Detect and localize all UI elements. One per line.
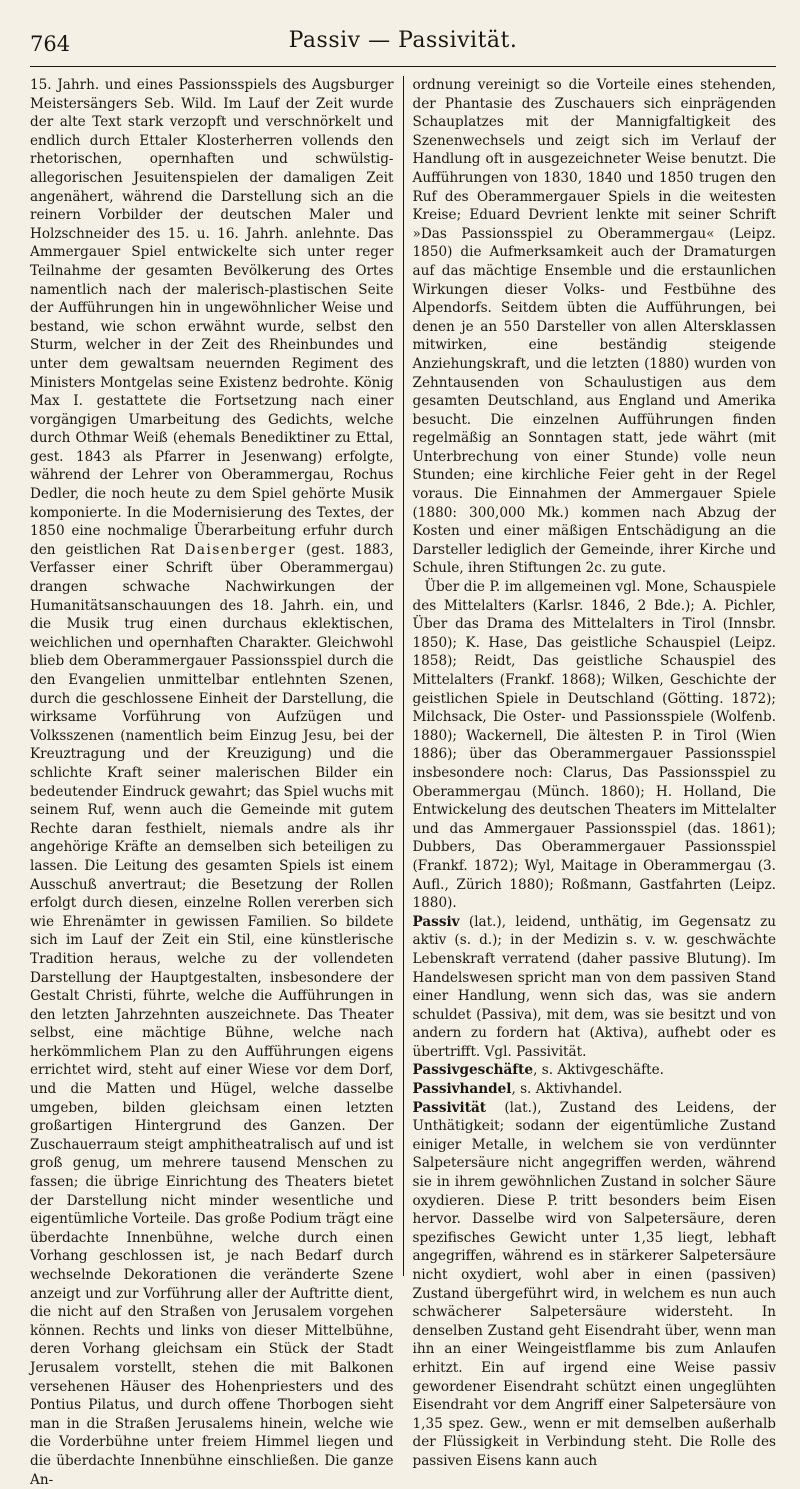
paragraph-text: (gest. 1883, Verfasser einer Schrift über Oberammergau) drangen schwache Nachwirkungen der Humanitätsanschauungen des 18. Jahrh. ein, und die Musik trug einen durchaus eklektischen, weichlichen und opernhaften Charakter. Gleichwohl blieb dem Oberammergauer Passionsspiel durch die den Evangelien unmittelbar entlehnten Szenen, durch die geschlossene Einheit der Darstellung, die wirksame Vorführung von Aufzügen und Volksszenen (namentlich beim Einzug Jesu, bei der Kreuztragung und der Kreuzigung) und die schlichte Kraft seiner malerischen Bilder ein bedeutender Eindruck gewahrt; das Spiel wuchs mit seinem Ruf, wenn auch die Gemeinde mit gutem Rechte daran festhielt, niemals andre als ihr angehörige Kräfte an demselben sich beteiligen zu lassen. Die Leitung des gesamten Spiels ist einem Ausschuß anvertraut; die Besetzung der Rollen erfolgt durch diesen, einzelne Rollen vererben sich wie Ehrenämter in gewissen Familien. So bildete sich im Lauf der Zeit ein Stil, eine künstlerische Tradition heraus, welche zu der vollendeten Darstellung der Hauptgestalten, insbesondere der Gestalt Christi, führte, welche die Aufführungen in den letzten Jahrzehnten auszeichnete. Das Theater selbst, eine mächtige Bühne, welche nach herkömmlichem Plan zu den Aufführungen eigens errichtet wird, steht auf einer Wiese vor dem Dorf, und die Matten und Hügel, welche dasselbe umgeben, bilden gleichsam einen letzten großartigen Hintergrund des Ganzen. Der Zuschauerraum steigt amphitheatralisch auf und ist groß genug, um mehrere tausend Menschen zu fassen; die übrige Einrichtung des Theaters bietet der Darstellung nicht minder wesentliche und eigentümliche Vorteile. Das große Podium trägt eine überdachte Innenbühne, welche durch einen Vorhang geschlossen ist, je nach Bedarf durch wechselnde Dekorationen die veränderte Szene anzeigt und zur Vorführung aller der Auftritte dient, die nicht auf den Straßen von Jerusalem vorgehen können. Rechts und links von dieser Mittelbühne, deren Vorhang gleichsam ein Stück der Stadt Jerusalem vorstellt, stehen die mit Balkonen versehenen Häuser des Hohenpriesters und des Pontius Pilatus, und durch offene Thorbogen sieht man in die Straßen Jerusalems hinein, welche wie die Vorderbühne unter freiem Himmel liegen und die überdachte Innenbühne einschließen. Die ganze An- [30, 541, 394, 1488]
header-rule [30, 66, 776, 67]
entry-passiv [413, 913, 777, 1062]
bibliography-paragraph: Über die P. im allgemeinen vgl. Mone, Schauspiele des Mittelalters (Karlsr. 1846, 2 Bde.); A. Pichler, Über das Drama des Mittelalters in Tirol (Innsbr. 1850); K. Hase, Das geistliche Schauspiel (Leipz. 1858); Reidt, Das geistliche Schauspiel des Mittelalters (Frankf. 1868); Wilken, Geschichte der geistlichen Spiele in Deutschland (Götting. 1872); Milchsack, Die Oster- und Passionsspiele (Wolfenb. 1880); Wackernell, Die ältesten P. in Tirol (Wien 1886); über das Oberammergauer Passionsspiel insbesondere noch: Clarus, Das Passionsspiel zu Oberammergau (Münch. 1860); H. Holland, Die Entwickelung des deutschen Theaters im Mittelalter und das Ammergauer Passionsspiel (das. 1861); Dubbers, Das Oberammergauer Passionsspiel (Frankf. 1872); Wyl, Maitage in Oberammergau (3. Aufl., Zürich 1880); Roßmann, Gastfahrten (Leipz. 1880). [412, 579, 776, 912]
entry-passivhandel [413, 1080, 777, 1099]
lemma-passivitaet: Passivität [412, 1099, 487, 1116]
left-column [30, 76, 403, 1488]
entry-passivgeschaefte [413, 1061, 777, 1080]
lemma-passiv: Passiv [412, 913, 460, 930]
oberammergau-paragraph [30, 76, 394, 1489]
entry-text: (lat.), Zustand des Leidens, der Unthätigkeit; sodann der eigentümliche Zustand einiger Metalle, in welchem sie von verdünnter Salpetersäure nicht angegriffen werden, während sie in ihrem gewöhnlichen Zustand in solcher Säure oxydieren. Diese P. tritt besonders beim Eisen hervor. Dasselbe wird von Salpetersäure, deren spezifisches Gewicht unter 1,35 liegt, lebhaft angegriffen, während es in stärkerer Salpetersäure nicht oxydiert, wohl aber in einen (passiven) Zustand übergeführt wird, in welchem es nun auch schwächerer Salpetersäure widersteht. In denselben Zustand geht Eisendraht über, wenn man ihn an einer Weingeistflamme bis zum Anlaufen erhitzt. Ein auf irgend eine Weise passiv gewordener Eisendraht schützt einen ungeglühten Eisendraht vor dem Angriff einer Salpetersäure von 1,35 spez. Gew., wenn er mit demselben außerhalb der Flüssigkeit in Verbindung steht. Die Rolle des passiven Eisens kann auch [412, 1099, 776, 1469]
page-header [30, 28, 776, 68]
text-columns [30, 76, 776, 1488]
entry-text: (lat.), leidend, unthätig, im Gegensatz zu aktiv (s. d.); in der Medizin s. v. w. geschwächte Lebenskraft verratend (daher passive Blutung). Im Handelswesen spricht man von dem passiven Stand einer Handlung, wenn sich das, was sie andern schuldet (Passiva), mit dem, was sie besitzt und von andern zu fordern hat (Aktiva), aufhebt oder es übertrifft. Vgl. Passivität. [412, 913, 776, 1060]
paragraph-text: 15. Jahrh. und eines Passionsspiels des Augsburger Meistersängers Seb. Wild. Im Lauf der Zeit wurde der alte Text stark verzopft und verschnörkelt und endlich durch Ettaler Klosterherren vollends den rhetorischen, opernhaften und schwülstig-allegorischen Jesuitenspielen der damaligen Zeit angenähert, während die Darstellung sich an die reinern Vorbilder der deutschen Maler und Holzschneider des 15. u. 16. Jahrh. anlehnte. Das Ammergauer Spiel entwickelte sich unter reger Teilnahme der gesamten Bevölkerung des Ortes namentlich nach der malerisch-plastischen Seite der Aufführungen hin in ungewöhnlicher Weise und bestand, wie schon erwähnt wurde, selbst den Sturm, welcher in der Zeit des Rheinbundes und unter dem gewaltsam neuernden Regiment des Ministers Montgelas seine Existenz bedrohte. König Max I. gestattete die Fortsetzung nach einer vorgängigen Umarbeitung des Gedichts, welche durch Othmar Weiß (ehemals Benediktiner zu Ettal, gest. 1843 als Pfarrer in Jesenwang) erfolgte, während der Lehrer von Oberammergau, Rochus Dedler, die noch heute zu dem Spiel gehörte Musik komponierte. In die Modernisierung des Textes, der 1850 eine nochmalige Überarbeitung erfuhr durch den geistlichen Rat [30, 77, 394, 558]
entry-passivitaet [413, 1099, 777, 1471]
lemma-passivhandel: Passivhandel [412, 1081, 512, 1098]
oberammergau-paragraph-continued: ordnung vereinigt so die Vorteile eines stehenden, der Phantasie des Zuschauers sich einprägenden Schauplatzes mit der Mannigfaltigkeit des Szenenwechsels und zeigt sich im Verlauf der Handlung oft in ausgezeichneter Weise benutzt. Die Aufführungen von 1830, 1840 und 1850 trugen den Ruf des Oberammergauer Spiels in die weitesten Kreise; Eduard Devrient lenkte mit seiner Schrift »Das Passionsspiel zu Oberammergau« (Leipz. 1850) die Aufmerksamkeit auch der Dramaturgen auf das mächtige Ensemble und die erstaunlichen Wirkungen dieser Volks- und Festbühne des Alpendorfs. Seitdem übten die Aufführungen, bei denen je an 550 Darsteller von allen Altersklassen mitwirken, eine beständig steigende Anziehungskraft, und die letzten (1880) wurden von Zehntausenden von Schaulustigen aus dem gesamten Deutschland, aus England und Amerika besucht. Die einzelnen Aufführungen finden regelmäßig an Sonntagen statt, jede währt (mit Unterbrechung von einer Stunde) volle neun Stunden; eine kirchliche Feier geht in der Regel voraus. Die Einnahmen der Ammergauer Spiele (1880: 300,000 Mk.) kommen nach Abzug der Kosten und einer mäßigen Entschädigung an die Darsteller lediglich der Gemeinde, ihrer Kirche und Schule, ihren Stiftungen 2c. zu gute. [412, 77, 776, 577]
running-head: Passiv — Passivität. [288, 28, 518, 53]
right-column [403, 76, 777, 1469]
author-name: Daisenberger [184, 541, 297, 558]
entry-text: , s. Aktivgeschäfte. [533, 1062, 664, 1079]
entry-text: , s. Aktivhandel. [511, 1081, 623, 1098]
lemma-passivgeschaefte: Passivgeschäfte [412, 1062, 534, 1079]
page-number: 764 [30, 32, 71, 56]
